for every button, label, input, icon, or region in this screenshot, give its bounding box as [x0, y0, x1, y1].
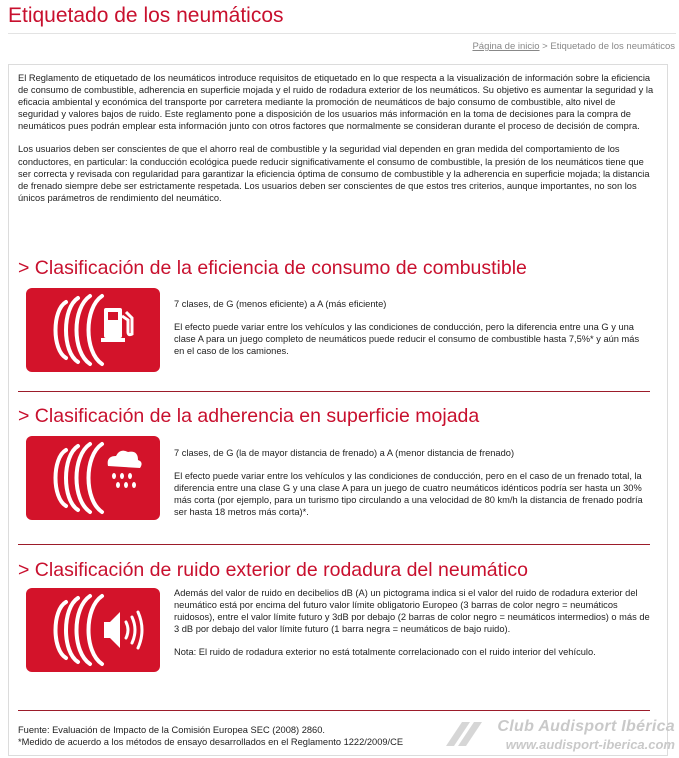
rolling-noise-note: Nota: El ruido de rodadura exterior no está totalmente correlacionado con el ruido interior del vehículo.	[174, 647, 596, 658]
footer-source: Fuente: Evaluación de Impacto de la Comisión Europea SEC (2008) 2860.	[18, 725, 325, 735]
fuel-efficiency-description: El efecto puede variar entre los vehículos y las condiciones de conducción, pero la diferencia entre una G y una clase A para un juego completo de neumáticos puede reducir el consumo de combustible hasta 7,5%* y aún más en el caso de los camiones.	[174, 322, 640, 357]
footer-notes	[18, 724, 478, 748]
title-divider	[8, 33, 676, 34]
fuel-efficiency-heading: > Clasificación de la eficiencia de consumo de combustible	[18, 257, 527, 279]
breadcrumb-current: Etiquetado de los neumáticos	[550, 41, 675, 52]
tyre-speaker-icon	[26, 588, 160, 672]
rolling-noise-text	[174, 587, 652, 669]
wet-grip-description: El efecto puede variar entre los vehículos y las condiciones de conducción, pero en el caso de un frenado total, la diferencia entre una clase G y una clase A para un juego de cuatro neumáticos idénticos podría ser hasta un 30% más corta (por ejemplo, para un turismo tipo circulando a una velocidad de 80 km/h la distancia de frenado podría ser hasta 18 metros más corta)*.	[174, 471, 643, 518]
tyre-rain-cloud-icon	[26, 436, 160, 520]
wet-grip-classes: 7 clases, de G (la de mayor distancia de frenado) a A (menor distancia de frenado)	[174, 448, 515, 458]
fuel-efficiency-tile	[26, 288, 160, 372]
wet-grip-text	[174, 447, 652, 529]
watermark	[497, 718, 675, 752]
footer-footnote: *Medido de acuerdo a los métodos de ensayo desarrollados en el Reglamento 1222/2009/CE	[18, 737, 404, 747]
audisport-logo-watermark	[440, 716, 486, 754]
rolling-noise-heading: > Clasificación de ruido exterior de rodadura del neumático	[18, 559, 528, 581]
wet-grip-heading: > Clasificación de la adherencia en superficie mojada	[18, 405, 480, 427]
breadcrumb	[472, 41, 675, 52]
breadcrumb-separator: >	[539, 41, 551, 52]
intro-paragraph-2: Los usuarios deben ser conscientes de que el ahorro real de combustible y la seguridad vial dependen en gran medida del comportamiento de los conductores, en particular: la conducción ecológica puede reducir significativamente el consumo de combustible, la presión de los neumáticos tiene que ser correcta y revisada con regularidad para garantizar la eficiencia óptima de consumo de combustible y la adherencia en superficie mojada; la distancia de frenado siempre debe ser estrictamente respetada. Los usuarios deben ser conscientes de que estos tres criterios, aunque importantes, no son los únicos parámetros de rendimiento del neumático.	[18, 144, 650, 203]
rolling-noise-description: Además del valor de ruido en decibelios dB (A) un pictograma indica si el valor del ruido de rodadura exterior del neumático está por encima del futuro valor límite obligatorio Europeo (3 barras de color negro = neumáticos ruidosos), entre el valor límite futuro y 3dB por debajo (2 barras de color negro = neumáticos intermedios) o más de 3 dB por debajo del valor límite futuro (1 barra negra = neumáticos de bajo ruido).	[174, 588, 650, 635]
intro-text	[18, 72, 656, 215]
fuel-efficiency-classes: 7 clases, de G (menos eficiente) a A (más eficiente)	[174, 299, 387, 309]
page-title: Etiquetado de los neumáticos	[8, 4, 284, 27]
watermark-name: Club Audisport Ibérica	[497, 718, 675, 735]
watermark-url: www.audisport-iberica.com	[505, 737, 675, 752]
tyre-fuel-pump-icon	[26, 288, 160, 372]
breadcrumb-home-link[interactable]: Página de inicio	[472, 41, 540, 52]
wet-grip-tile	[26, 436, 160, 520]
section-divider-2	[18, 544, 650, 545]
section-divider-1	[18, 391, 650, 392]
section-divider-3	[18, 710, 650, 711]
fuel-efficiency-text	[174, 298, 652, 368]
intro-paragraph-1: El Reglamento de etiquetado de los neumáticos introduce requisitos de etiquetado en lo que respecta a la visualización de información sobre la eficiencia de consumo de combustible, adherencia en superficie mojada y el ruido de rodadura exterior de los neumáticos. Su objetivo es aumentar la seguridad y la eficacia ambiental y económica del transporte por carretera mediante la promoción de neumáticos de bajo consumo de combustible, alto nivel de seguridad y valores bajos de ruido. Este reglamento pone a disposición de los usuarios más información en la toma de decisiones para la compra de neumáticos pues podrán emplear esta información junto con otros factores que normalmente se consideran durante el proceso de decisión de compra.	[18, 73, 654, 132]
rolling-noise-tile	[26, 588, 160, 672]
